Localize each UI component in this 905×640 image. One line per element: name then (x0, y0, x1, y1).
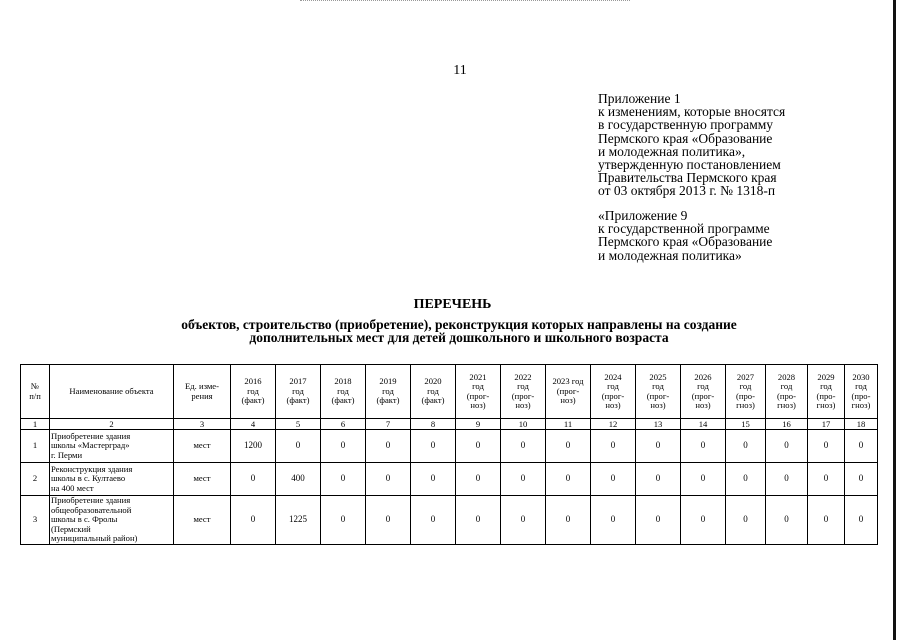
object-name-line: Приобретение здания (51, 430, 131, 441)
column-number-cell: 18 (845, 419, 878, 430)
subtitle-line: дополнительных мест для детей дошкольного и школьного возраста (249, 330, 669, 345)
value-cell: 0 (231, 496, 276, 545)
appendix-line: от 03 октября 2013 г. № 1318-п (598, 183, 776, 199)
column-header-line: год (697, 381, 709, 391)
object-name-line: общеобразовательной (51, 504, 132, 515)
column-header-line: год (517, 381, 529, 391)
column-header-line: 2022 (514, 371, 532, 382)
column-header-line: (прог- (646, 390, 670, 401)
column-header-line: (прог- (601, 390, 625, 401)
column-header-line: ноз) (560, 395, 576, 406)
value-cell: 0 (808, 430, 845, 463)
column-number-cell: 16 (766, 419, 808, 430)
column-number-cell: 2 (50, 419, 174, 430)
column-header-line: 2024 (604, 371, 622, 382)
value-cell: 0 (501, 430, 546, 463)
appendix-line: Приложение 1 (598, 91, 681, 106)
column-number-cell: 4 (231, 419, 276, 430)
column-header-line: ноз) (695, 400, 711, 410)
value-cell: 0 (766, 463, 808, 496)
column-header (276, 365, 321, 419)
column-header-line: год (820, 381, 832, 391)
appendix-line: к изменениям, которые вносятся (598, 104, 786, 120)
column-header-line: 2026 (694, 371, 712, 382)
value-cell: 0 (845, 463, 878, 496)
column-header (726, 365, 766, 419)
document-title: ПЕРЕЧЕНЬ (413, 297, 492, 312)
column-header-line: год (607, 381, 619, 391)
column-number-row (21, 419, 878, 430)
column-header (174, 365, 231, 419)
appendix-1-block (598, 92, 785, 198)
column-header-line: (про- (851, 390, 871, 401)
object-name-line: г. Перми (51, 449, 83, 460)
column-header-line: 2023 год (552, 376, 584, 387)
subtitle-line: объектов, строительство (приобретение), реконструкция которых направлены на создание (181, 317, 737, 332)
table-row (21, 463, 878, 496)
column-header-line: (прог- (556, 385, 580, 396)
column-header-line: гноз) (777, 400, 796, 410)
value-cell: 0 (456, 496, 501, 545)
value-cell: 400 (276, 463, 321, 496)
column-number-cell: 14 (681, 419, 726, 430)
column-header-line: 2018 (334, 376, 352, 387)
objects-table (20, 364, 878, 545)
column-header (636, 365, 681, 419)
table-row (21, 430, 878, 463)
column-number-cell: 13 (636, 419, 681, 430)
value-cell: 0 (321, 496, 366, 545)
column-header (21, 365, 50, 419)
column-header-line: (факт) (241, 395, 265, 406)
column-header-line: (факт) (376, 395, 400, 406)
appendix-line: в государственную программу (598, 117, 774, 133)
column-number-cell: 7 (366, 419, 411, 430)
value-cell: 0 (501, 463, 546, 496)
value-cell: 0 (845, 430, 878, 463)
column-header-line: год (427, 385, 439, 396)
column-header-line: Наименование объекта (69, 385, 154, 396)
column-header-line: год (337, 385, 349, 396)
top-scan-line (300, 0, 630, 3)
column-header-line: год (247, 385, 259, 396)
appendix-line: утвержденную постановлением (598, 157, 781, 173)
appendix-line: «Приложение 9 (598, 208, 688, 223)
column-header-line: 2029 (817, 371, 835, 382)
column-number-cell: 17 (808, 419, 845, 430)
value-cell: 0 (808, 463, 845, 496)
object-name-line: школы в с. Фролы (51, 514, 118, 524)
column-header-line: (факт) (421, 395, 445, 406)
value-cell: 0 (546, 463, 591, 496)
column-number-cell: 12 (591, 419, 636, 430)
column-header-line: 2021 (469, 371, 487, 382)
column-header-line: год (780, 381, 793, 391)
column-header (231, 365, 276, 419)
column-header-line: (прог- (511, 390, 535, 401)
value-cell: 0 (411, 463, 456, 496)
value-cell: 0 (636, 463, 681, 496)
value-cell: 0 (366, 496, 411, 545)
value-cell: 1225 (276, 496, 321, 545)
column-number-cell: 9 (456, 419, 501, 430)
column-header-line: 2025 (649, 371, 667, 382)
value-cell: 0 (456, 463, 501, 496)
value-cell: 0 (766, 496, 808, 545)
column-number-cell: 15 (726, 419, 766, 430)
object-name-line: Реконструкция здания (51, 463, 133, 474)
column-header-line: 2030 (852, 371, 870, 382)
value-cell: 1200 (231, 430, 276, 463)
column-header-line: 2019 (379, 376, 397, 387)
appendix-9-block (598, 209, 772, 262)
unit-cell: мест (174, 430, 231, 463)
value-cell: 0 (411, 430, 456, 463)
value-cell: 0 (321, 463, 366, 496)
column-header-line: гноз) (736, 400, 755, 410)
appendix-line: Правительства Пермского края (598, 170, 777, 186)
column-header (456, 365, 501, 419)
value-cell: 0 (456, 430, 501, 463)
column-header-line: 2016 (244, 376, 262, 387)
column-header (411, 365, 456, 419)
value-cell: 0 (636, 496, 681, 545)
document-subtitle (90, 318, 828, 344)
table-header-row (21, 365, 878, 419)
value-cell: 0 (231, 463, 276, 496)
column-number-cell: 3 (174, 419, 231, 430)
column-header-line: год (652, 381, 664, 391)
column-header-line: Ед. изме- (185, 381, 219, 391)
column-header-line: гноз) (851, 400, 871, 410)
value-cell: 0 (636, 430, 681, 463)
appendix-line: и молодежная политика» (598, 247, 742, 263)
column-header (591, 365, 636, 419)
column-header (501, 365, 546, 419)
value-cell: 0 (366, 463, 411, 496)
appendix-line: к государственной программе (598, 221, 770, 237)
column-header-line: ноз) (650, 400, 666, 410)
value-cell: 0 (591, 496, 636, 545)
row-number-cell: 1 (21, 430, 50, 463)
value-cell: 0 (546, 430, 591, 463)
column-header-line: (факт) (286, 395, 310, 406)
column-number-cell: 5 (276, 419, 321, 430)
table-row (21, 496, 878, 545)
value-cell: 0 (411, 496, 456, 545)
value-cell: 0 (726, 463, 766, 496)
column-header-line: год (472, 381, 484, 391)
scan-edge-bar (893, 0, 896, 640)
column-header (681, 365, 726, 419)
object-name-line: (Пермский (51, 523, 91, 534)
column-header-line: (прог- (691, 390, 715, 401)
value-cell: 0 (681, 496, 726, 545)
column-header (766, 365, 808, 419)
column-header-line: (факт) (331, 395, 355, 406)
value-cell: 0 (681, 463, 726, 496)
column-header (50, 365, 174, 419)
column-number-cell: 11 (546, 419, 591, 430)
value-cell: 0 (501, 496, 546, 545)
unit-cell: мест (174, 463, 231, 496)
column-header (321, 365, 366, 419)
value-cell: 0 (366, 430, 411, 463)
column-header-line: (прог- (466, 390, 490, 401)
appendix-line: Пермского края «Образование (598, 234, 773, 250)
column-header-line: ноз) (515, 400, 531, 410)
object-name-cell (50, 463, 174, 496)
column-header (546, 365, 591, 419)
value-cell: 0 (845, 496, 878, 545)
object-name-line: на 400 мест (51, 482, 94, 493)
value-cell: 0 (276, 430, 321, 463)
value-cell: 0 (681, 430, 726, 463)
value-cell: 0 (591, 430, 636, 463)
object-name-cell (50, 496, 174, 545)
object-name-cell (50, 430, 174, 463)
object-name-line: школы в с. Култаево (51, 473, 126, 484)
column-number-cell: 8 (411, 419, 456, 430)
object-name-line: школы «Мастерград» (51, 440, 130, 451)
column-header-line: № (30, 381, 40, 391)
column-number-cell: 10 (501, 419, 546, 430)
column-header-line: ноз) (470, 400, 486, 410)
column-number-cell: 6 (321, 419, 366, 430)
column-header-line: 2028 (777, 371, 796, 382)
appendix-line: и молодежная политика», (598, 143, 746, 159)
row-number-cell: 3 (21, 496, 50, 545)
unit-cell: мест (174, 496, 231, 545)
column-header (845, 365, 878, 419)
page-number: 11 (453, 63, 467, 78)
column-header-line: 2017 (289, 376, 307, 387)
column-header-line: год (292, 385, 304, 396)
column-number-cell: 1 (21, 419, 50, 430)
value-cell: 0 (321, 430, 366, 463)
column-header-line: ноз) (605, 400, 621, 410)
value-cell: 0 (766, 430, 808, 463)
column-header-line: год (382, 385, 394, 396)
column-header-line: 2027 (736, 371, 755, 382)
value-cell: 0 (591, 463, 636, 496)
value-cell: 0 (726, 430, 766, 463)
column-header-line: 2020 (424, 376, 442, 387)
column-header (366, 365, 411, 419)
column-header-line: (про- (816, 390, 836, 401)
column-header-line: год (855, 381, 867, 391)
column-header (808, 365, 845, 419)
row-number-cell: 2 (21, 463, 50, 496)
column-header-line: год (739, 381, 752, 391)
value-cell: 0 (546, 496, 591, 545)
appendix-line: Пермского края «Образование (598, 130, 773, 146)
value-cell: 0 (808, 496, 845, 545)
column-header-line: гноз) (816, 400, 836, 410)
column-header-line: (про- (777, 390, 796, 401)
value-cell: 0 (726, 496, 766, 545)
object-name-line: Приобретение здания (51, 495, 131, 505)
column-header-line: (про- (736, 390, 755, 401)
column-header-line: рения (191, 390, 213, 401)
object-name-line: муниципальный район) (51, 533, 138, 543)
column-header-line: п/п (29, 390, 41, 401)
